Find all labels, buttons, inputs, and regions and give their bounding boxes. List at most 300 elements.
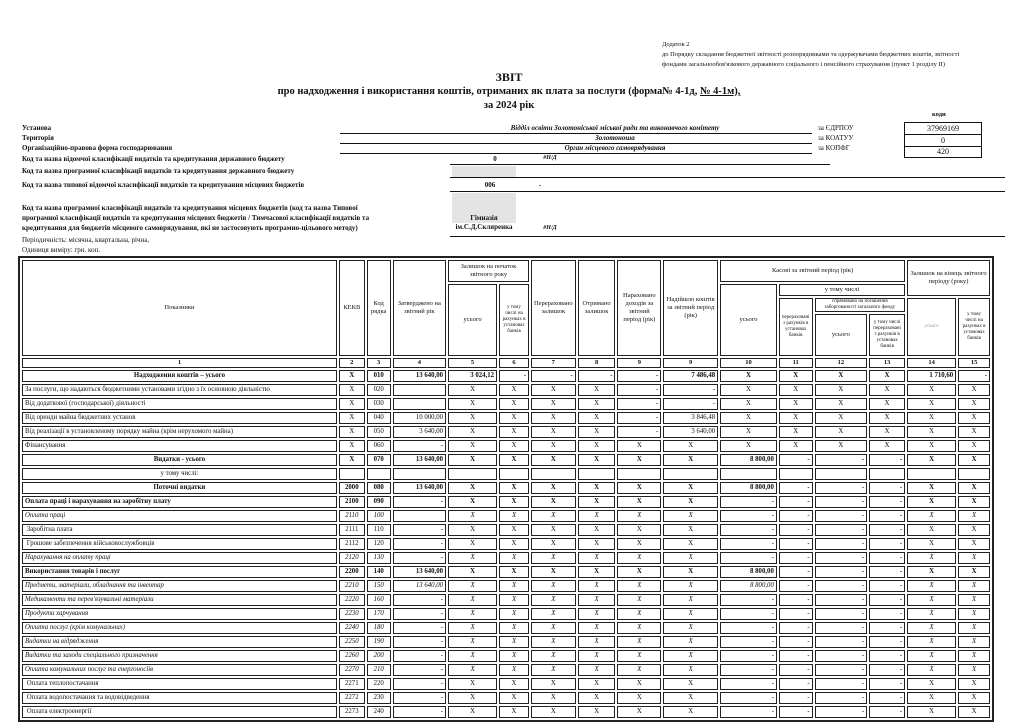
- cell-c14: X: [907, 384, 956, 396]
- cell-code: 090: [367, 496, 391, 508]
- column-number: 1: [22, 358, 337, 368]
- row-indicator: Використання товарів і послуг: [22, 566, 337, 578]
- local-prog-name: #Н/Д: [543, 225, 557, 231]
- column-number: 3: [367, 358, 391, 368]
- cell-code: 140: [367, 566, 391, 578]
- cell-c13: -: [869, 538, 905, 550]
- cell-kekv: 2273: [339, 706, 365, 718]
- cell-c14: X: [907, 440, 956, 452]
- column-number: 10: [720, 358, 777, 368]
- cell-c11: -: [779, 678, 813, 690]
- cell-c15: X: [958, 496, 990, 508]
- cell-c9b: X: [663, 538, 718, 550]
- cell-c7: X: [531, 454, 576, 466]
- local-prog-value-1: Гімназія: [470, 214, 498, 222]
- cell-c5: X: [448, 650, 497, 662]
- column-number: 12: [815, 358, 868, 368]
- row-indicator: Оплата теплопостачання: [22, 678, 337, 690]
- divider: [340, 153, 812, 154]
- cell-c14: X: [907, 454, 956, 466]
- prog-class-label: Код та назва програмної класифікації видатків та кредитування державного бюджету: [22, 167, 295, 175]
- cell-c11: -: [779, 608, 813, 620]
- annex-line-3: фондами загальнообов'язкового державного соціального і пенсійного страхування (пункт 1 розділу II): [662, 61, 945, 68]
- row-indicator: Оплата праці: [22, 510, 337, 522]
- institution-value: Відділ освіти Золотоніської міської ради та виконавчого комітету: [510, 124, 720, 132]
- cell-c6: X: [499, 580, 529, 592]
- cell-c10: 8 800,00: [720, 566, 777, 578]
- table-row: [22, 594, 990, 606]
- cell-c15: X: [958, 566, 990, 578]
- cell-c5: X: [448, 384, 497, 396]
- cell-c15: X: [958, 608, 990, 620]
- institution-label: Установа: [22, 124, 52, 132]
- cell-c6: X: [499, 482, 529, 494]
- cell-c6: X: [499, 552, 529, 564]
- cell-c5: X: [448, 398, 497, 410]
- cell-c11: -: [779, 594, 813, 606]
- cell-c11: -: [779, 664, 813, 676]
- cell-c14: X: [907, 482, 956, 494]
- cell-c13: -: [869, 608, 905, 620]
- cell-c10: -: [720, 594, 777, 606]
- report-period: за 2024 рік: [483, 100, 535, 111]
- cell-c8: X: [578, 664, 616, 676]
- cell-c9b: X: [663, 636, 718, 648]
- cell-kekv: [339, 468, 365, 480]
- header-transferred: Перераховано залишок: [531, 260, 576, 356]
- cell-c10: -: [720, 678, 777, 690]
- cell-c8: X: [578, 608, 616, 620]
- cell-c12: X: [815, 426, 868, 438]
- cell-c9: [617, 468, 661, 480]
- cell-c5: X: [448, 440, 497, 452]
- cell-c9b: X: [663, 482, 718, 494]
- cell-c15: X: [958, 706, 990, 718]
- cell-c15: X: [958, 692, 990, 704]
- row-indicator: Продукти харчування: [22, 608, 337, 620]
- cell-c4: 10 000,00: [393, 412, 446, 424]
- row-indicator: Предмети, матеріали, обладнання та інвентар: [22, 580, 337, 592]
- cell-c6: X: [499, 524, 529, 536]
- column-number: 6: [499, 358, 529, 368]
- header-end-total: усього: [907, 298, 956, 356]
- cell-c12: -: [815, 566, 868, 578]
- cell-c12: -: [815, 524, 868, 536]
- cell-c14: X: [907, 398, 956, 410]
- dept-class-label: Код та назва відомчої класифікації видатків та кредитування державного бюджету: [22, 155, 285, 163]
- typical-class-label: Код та назва типової відомчої класифікації видатків та кредитування місцевих бюджетів: [22, 181, 305, 189]
- cell-c8: X: [578, 706, 616, 718]
- cell-c4: 13 640,00: [393, 370, 446, 382]
- table-row: [22, 454, 990, 466]
- cell-c7: X: [531, 692, 576, 704]
- cell-c10: 8 800,00: [720, 482, 777, 494]
- row-indicator: Від реалізації в установленому порядку майна (крім нерухомого майна): [22, 426, 337, 438]
- cell-c8: X: [578, 454, 616, 466]
- cell-c6: X: [499, 454, 529, 466]
- row-indicator: Видатки та заходи спеціального призначення: [22, 650, 337, 662]
- territory-value: Золотоноша: [595, 134, 635, 142]
- cell-c8: X: [578, 496, 616, 508]
- kopfg-label: за КОПФГ: [818, 144, 850, 152]
- cell-c9b: X: [663, 496, 718, 508]
- cell-c9b: X: [663, 650, 718, 662]
- cell-c4: 13 640,00: [393, 580, 446, 592]
- cell-c8: X: [578, 636, 616, 648]
- cell-c7: X: [531, 482, 576, 494]
- cell-c8: X: [578, 580, 616, 592]
- cell-c8: X: [578, 412, 616, 424]
- cell-c7: X: [531, 552, 576, 564]
- cell-c10: -: [720, 538, 777, 550]
- cell-c9b: X: [663, 552, 718, 564]
- cell-c7: X: [531, 496, 576, 508]
- cell-c9b: X: [663, 664, 718, 676]
- cell-c12: X: [815, 398, 868, 410]
- cell-c14: X: [907, 580, 956, 592]
- header-kekv: КЕКВ: [339, 260, 365, 356]
- cell-c4: -: [393, 622, 446, 634]
- cell-c15: X: [958, 398, 990, 410]
- cell-c6: X: [499, 496, 529, 508]
- cell-c10: X: [720, 412, 777, 424]
- cell-c8: X: [578, 384, 616, 396]
- cell-c4: -: [393, 608, 446, 620]
- cell-c11: -: [779, 524, 813, 536]
- cell-c9b: X: [663, 510, 718, 522]
- cell-c10: -: [720, 608, 777, 620]
- cell-c15: X: [958, 678, 990, 690]
- cell-code: 110: [367, 524, 391, 536]
- cell-c8: X: [578, 552, 616, 564]
- cell-code: 240: [367, 706, 391, 718]
- cell-kekv: 2111: [339, 524, 365, 536]
- column-number: 15: [958, 358, 990, 368]
- cell-c6: X: [499, 692, 529, 704]
- cell-c4: -: [393, 440, 446, 452]
- cell-c7: X: [531, 538, 576, 550]
- cell-c5: X: [448, 664, 497, 676]
- column-number: 4: [393, 358, 446, 368]
- cell-c12: -: [815, 678, 868, 690]
- cell-c13: X: [869, 384, 905, 396]
- cell-c14: X: [907, 636, 956, 648]
- row-indicator: Заробітна плата: [22, 524, 337, 536]
- cell-kekv: 2272: [339, 692, 365, 704]
- cell-c8: [578, 468, 616, 480]
- cell-c9b: 7 486,48: [663, 370, 718, 382]
- header-received: Отримано залишок: [578, 260, 616, 356]
- header-end-in-banks: у тому числі на рахунках в установах банків: [958, 298, 990, 356]
- row-indicator: Медикаменти та перев'язувальні матеріали: [22, 594, 337, 606]
- cell-c9: X: [617, 706, 661, 718]
- cell-c15: X: [958, 552, 990, 564]
- row-indicator: Надходження коштів – усього: [22, 370, 337, 382]
- cell-c4: [393, 384, 446, 396]
- row-indicator: Оплата водопостачання та водовідведення: [22, 692, 337, 704]
- cell-c10: X: [720, 440, 777, 452]
- cell-c9b: -: [663, 398, 718, 410]
- cell-code: 060: [367, 440, 391, 452]
- cell-code: 030: [367, 398, 391, 410]
- table-row: [22, 468, 990, 480]
- report-title: ЗВІТ: [495, 70, 523, 84]
- unit: Одиниця виміру: грн. коп.: [22, 246, 101, 254]
- cell-c9b: -: [663, 384, 718, 396]
- cell-c6: X: [499, 636, 529, 648]
- cell-c6: -: [499, 370, 529, 382]
- periodicity: Періодичність: місячна, квартальна, річна,: [22, 236, 150, 244]
- cell-c15: X: [958, 510, 990, 522]
- table-row: [22, 608, 990, 620]
- annex-note: [662, 40, 959, 70]
- table-row: [22, 622, 990, 634]
- row-indicator: За послуги, що надаються бюджетними установами згідно з їх основною діяльністю: [22, 384, 337, 396]
- cell-c8: X: [578, 594, 616, 606]
- cell-c12: -: [815, 650, 868, 662]
- cell-c13: X: [869, 398, 905, 410]
- cell-c9: X: [617, 552, 661, 564]
- cell-c13: X: [869, 440, 905, 452]
- cell-c7: X: [531, 580, 576, 592]
- divider: [450, 236, 1005, 237]
- cell-c9: X: [617, 454, 661, 466]
- cell-c4: 13 640,00: [393, 566, 446, 578]
- cell-c14: [907, 468, 956, 480]
- cell-c10: [720, 468, 777, 480]
- cell-c14: 1 710,60: [907, 370, 956, 382]
- table-row: [22, 538, 990, 550]
- cell-c6: X: [499, 384, 529, 396]
- cell-c4: -: [393, 692, 446, 704]
- cell-c9b: 3 846,48: [663, 412, 718, 424]
- cell-c8: X: [578, 538, 616, 550]
- cell-c15: X: [958, 664, 990, 676]
- cell-code: 080: [367, 482, 391, 494]
- cell-c10: -: [720, 552, 777, 564]
- cell-c12: -: [815, 706, 868, 718]
- cell-c11: -: [779, 692, 813, 704]
- table-row: [22, 664, 990, 676]
- cell-c12: X: [815, 440, 868, 452]
- cell-c5: X: [448, 454, 497, 466]
- cell-c10: -: [720, 650, 777, 662]
- header-debt-total: усього: [815, 314, 868, 356]
- cell-c14: X: [907, 594, 956, 606]
- cell-c8: X: [578, 566, 616, 578]
- cell-kekv: 2112: [339, 538, 365, 550]
- cell-kekv: 2260: [339, 650, 365, 662]
- cell-c5: X: [448, 496, 497, 508]
- cell-c10: -: [720, 622, 777, 634]
- cell-kekv: 2210: [339, 580, 365, 592]
- local-prog-value: [452, 214, 516, 232]
- cell-code: 190: [367, 636, 391, 648]
- cell-c11: X: [779, 426, 813, 438]
- cell-c13: -: [869, 552, 905, 564]
- cell-c11: -: [779, 482, 813, 494]
- cell-c12: -: [815, 580, 868, 592]
- cell-kekv: 2000: [339, 482, 365, 494]
- row-indicator: у тому числі:: [22, 468, 337, 480]
- header-received-funds: Надійшло коштів за звітний період (рік): [663, 260, 718, 356]
- cell-code: 020: [367, 384, 391, 396]
- cell-c9b: X: [663, 692, 718, 704]
- cell-c6: [499, 468, 529, 480]
- cell-c14: X: [907, 622, 956, 634]
- cell-c13: -: [869, 706, 905, 718]
- cell-c11: -: [779, 580, 813, 592]
- cell-c14: X: [907, 678, 956, 690]
- cell-code: 150: [367, 580, 391, 592]
- cell-c9b: X: [663, 580, 718, 592]
- cell-c14: X: [907, 426, 956, 438]
- cell-c12: -: [815, 594, 868, 606]
- cell-c15: X: [958, 636, 990, 648]
- cell-c4: -: [393, 538, 446, 550]
- cell-c4: [393, 468, 446, 480]
- cell-c11: -: [779, 496, 813, 508]
- cell-c9: -: [617, 426, 661, 438]
- legal-form-label: Організаційно-правова форма господарювання: [22, 144, 173, 152]
- cell-c8: X: [578, 440, 616, 452]
- cell-c10: 8 800,00: [720, 454, 777, 466]
- header-cash: Касові за звітний період (рік): [720, 260, 905, 282]
- cell-code: 070: [367, 454, 391, 466]
- cell-c9: X: [617, 566, 661, 578]
- cell-c15: [958, 468, 990, 480]
- cell-code: 180: [367, 622, 391, 634]
- territory-label: Територія: [22, 134, 54, 142]
- cell-c5: X: [448, 692, 497, 704]
- row-indicator: Оплата електроенергії: [22, 706, 337, 718]
- cell-code: 100: [367, 510, 391, 522]
- cell-c15: X: [958, 454, 990, 466]
- cell-c15: X: [958, 580, 990, 592]
- table-row: [22, 678, 990, 690]
- cell-c5: X: [448, 426, 497, 438]
- cell-c8: -: [578, 370, 616, 382]
- table-row: [22, 398, 990, 410]
- cell-c9: -: [617, 384, 661, 396]
- cell-c11: -: [779, 538, 813, 550]
- cell-c9: X: [617, 664, 661, 676]
- edrpou-label: за ЄДРПОУ: [818, 124, 854, 132]
- cell-c14: X: [907, 608, 956, 620]
- cell-c14: X: [907, 496, 956, 508]
- column-number: 9: [617, 358, 661, 368]
- column-number: 9: [663, 358, 718, 368]
- cell-c4: -: [393, 664, 446, 676]
- cell-c10: -: [720, 636, 777, 648]
- cell-c7: X: [531, 384, 576, 396]
- cell-c4: 13 640,00: [393, 482, 446, 494]
- row-indicator: Від оренди майна бюджетних установ: [22, 412, 337, 424]
- cell-c13: [869, 468, 905, 480]
- row-indicator: Фінансування: [22, 440, 337, 452]
- legal-form-value: Орган місцевого самоврядування: [564, 144, 666, 152]
- cell-code: 210: [367, 664, 391, 676]
- cell-c12: X: [815, 384, 868, 396]
- cell-c15: X: [958, 650, 990, 662]
- table-row: [22, 426, 990, 438]
- kopfg-value: 420: [904, 146, 982, 158]
- divider: [450, 164, 830, 165]
- cell-c8: X: [578, 398, 616, 410]
- cell-c14: X: [907, 706, 956, 718]
- cell-c10: X: [720, 398, 777, 410]
- cell-c14: X: [907, 538, 956, 550]
- cell-c5: X: [448, 622, 497, 634]
- cell-code: 220: [367, 678, 391, 690]
- cell-c8: X: [578, 426, 616, 438]
- koatuu-value: 0: [904, 134, 982, 147]
- cell-c4: -: [393, 552, 446, 564]
- column-number: 2: [339, 358, 365, 368]
- cell-c4: -: [393, 678, 446, 690]
- cell-c13: -: [869, 580, 905, 592]
- cell-kekv: 2270: [339, 664, 365, 676]
- header-accrued: Нараховано доходів за звітний період (рік): [617, 260, 661, 356]
- table-row: [22, 482, 990, 494]
- cell-c9: -: [617, 398, 661, 410]
- row-indicator: Від додаткової (господарської) діяльності: [22, 398, 337, 410]
- cell-c9: X: [617, 692, 661, 704]
- cell-c6: X: [499, 622, 529, 634]
- header-indicators: Показники: [22, 260, 337, 356]
- cell-c13: -: [869, 454, 905, 466]
- cell-c9: -: [617, 412, 661, 424]
- cell-c12: -: [815, 664, 868, 676]
- cell-code: 040: [367, 412, 391, 424]
- cell-c6: X: [499, 426, 529, 438]
- cell-c9: -: [617, 370, 661, 382]
- cell-c13: -: [869, 650, 905, 662]
- row-indicator: Нарахування на оплату праці: [22, 552, 337, 564]
- dept-class-code: 0: [493, 155, 497, 163]
- cell-c13: -: [869, 566, 905, 578]
- cell-c6: X: [499, 706, 529, 718]
- cell-c14: X: [907, 650, 956, 662]
- cell-c5: X: [448, 678, 497, 690]
- cell-c12: -: [815, 510, 868, 522]
- cell-c9: X: [617, 524, 661, 536]
- table-row: [22, 370, 990, 382]
- header-row-code: Код рядка: [367, 260, 391, 356]
- cell-c9b: X: [663, 440, 718, 452]
- cell-c8: X: [578, 510, 616, 522]
- cell-c10: X: [720, 426, 777, 438]
- cell-c6: X: [499, 678, 529, 690]
- cell-c7: [531, 468, 576, 480]
- cell-c9: X: [617, 594, 661, 606]
- cell-c11: -: [779, 566, 813, 578]
- cell-c10: X: [720, 384, 777, 396]
- cell-c4: [393, 398, 446, 410]
- koatuu-label: за КОАТУУ: [818, 134, 854, 142]
- cell-kekv: X: [339, 370, 365, 382]
- cell-c5: X: [448, 412, 497, 424]
- cell-c9: X: [617, 678, 661, 690]
- cell-c7: X: [531, 440, 576, 452]
- cell-kekv: 2100: [339, 496, 365, 508]
- cell-c15: X: [958, 412, 990, 424]
- cell-c12: -: [815, 636, 868, 648]
- cell-c9: X: [617, 538, 661, 550]
- cell-c15: -: [958, 370, 990, 382]
- dept-class-name: #Н/Д: [543, 155, 557, 161]
- column-number: 13: [869, 358, 905, 368]
